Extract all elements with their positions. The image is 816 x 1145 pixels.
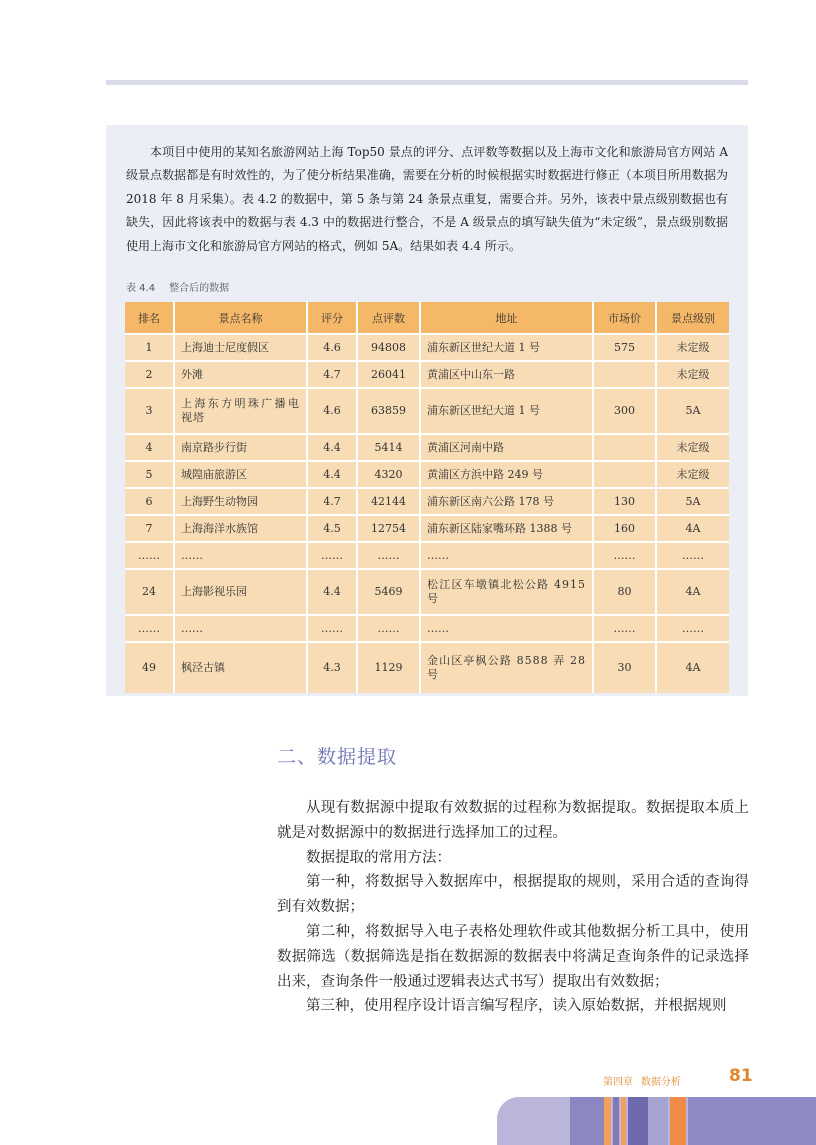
- cell-address: 黄浦区中山东一路: [420, 361, 593, 388]
- cell-price: [593, 434, 656, 461]
- cell-reviews: 5469: [357, 569, 420, 615]
- cell-price: 160: [593, 515, 656, 542]
- stripe: [604, 1097, 611, 1145]
- cell-rank: ……: [125, 542, 174, 569]
- body-paragraph: 第一种，将数据导入数据库中，根据提取的规则，采用合适的查询得到有效数据；: [277, 874, 749, 916]
- table-row: [125, 642, 729, 693]
- cell-address: 金山区亭枫公路 8588 弄 28 号: [420, 642, 593, 693]
- cell-rank: 7: [125, 515, 174, 542]
- cell-address: 黄浦区方浜中路 249 号: [420, 461, 593, 488]
- cell-name: 外滩: [174, 361, 307, 388]
- header-price: 市场价: [593, 302, 656, 334]
- stripe: [621, 1097, 626, 1145]
- cell-name: ……: [174, 615, 307, 642]
- cell-rank: 24: [125, 569, 174, 615]
- info-box: [106, 125, 748, 696]
- table-caption: [126, 279, 229, 294]
- body-paragraph: 第三种，使用程序设计语言编写程序，读入原始数据，并根据规则: [306, 998, 727, 1015]
- cell-reviews: ……: [357, 615, 420, 642]
- header-rule: [106, 80, 748, 85]
- cell-rank: 5: [125, 461, 174, 488]
- stripe: [613, 1097, 619, 1145]
- cell-address: 黄浦区河南中路: [420, 434, 593, 461]
- cell-level: 4A: [656, 515, 729, 542]
- cell-level: 4A: [656, 642, 729, 693]
- cell-name: 城隍庙旅游区: [174, 461, 307, 488]
- cell-name: 上海东方明珠广播电视塔: [174, 388, 307, 434]
- stripe: [628, 1097, 648, 1145]
- cell-price: ……: [593, 542, 656, 569]
- cell-level: 5A: [656, 388, 729, 434]
- table-row: [125, 334, 729, 361]
- footer-chapter-title: 数据分析: [641, 1077, 681, 1088]
- table-row-ellipsis: [125, 615, 729, 642]
- table-row: [125, 488, 729, 515]
- cell-address: ……: [420, 542, 593, 569]
- cell-reviews: 1129: [357, 642, 420, 693]
- table-row: [125, 569, 729, 615]
- data-table: [125, 302, 729, 693]
- cell-rank: ……: [125, 615, 174, 642]
- body-paragraph: 第二种，将数据导入电子表格处理软件或其他数据分析工具中，使用数据筛选（数据筛选是指在数据源的数据表中将满足查询条件的记录选择出来，查询条件一般通过逻辑表达式书写）提取出有效数据；: [277, 923, 749, 990]
- cell-score: 4.4: [307, 569, 357, 615]
- cell-price: 80: [593, 569, 656, 615]
- table-header-row: [125, 302, 729, 334]
- cell-score: 4.4: [307, 461, 357, 488]
- cell-address: 浦东新区南六公路 178 号: [420, 488, 593, 515]
- cell-reviews: 12754: [357, 515, 420, 542]
- cell-reviews: 63859: [357, 388, 420, 434]
- section-title: 二、数据提取: [277, 746, 398, 768]
- cell-name: ……: [174, 542, 307, 569]
- header-level: 景点级别: [656, 302, 729, 334]
- cell-address: ……: [420, 615, 593, 642]
- table-row: [125, 388, 729, 434]
- cell-address: 浦东新区世纪大道 1 号: [420, 388, 593, 434]
- cell-score: ……: [307, 615, 357, 642]
- cell-reviews: 26041: [357, 361, 420, 388]
- stripe: [648, 1097, 668, 1145]
- cell-score: 4.5: [307, 515, 357, 542]
- cell-level: 未定级: [656, 461, 729, 488]
- cell-reviews: 42144: [357, 488, 420, 515]
- header-name: 景点名称: [174, 302, 307, 334]
- stripe: [670, 1097, 686, 1145]
- cell-level: 5A: [656, 488, 729, 515]
- stripe: [688, 1097, 816, 1145]
- body-paragraph: 数据提取的常用方法：: [306, 849, 451, 866]
- table-caption-title: 整合后的数据: [169, 283, 230, 294]
- cell-reviews: 94808: [357, 334, 420, 361]
- cell-rank: 49: [125, 642, 174, 693]
- cell-score: 4.4: [307, 434, 357, 461]
- cell-level: 未定级: [656, 434, 729, 461]
- table-row-ellipsis: [125, 542, 729, 569]
- header-score: 评分: [307, 302, 357, 334]
- cell-rank: 3: [125, 388, 174, 434]
- cell-address: 松江区车墩镇北松公路 4915 号: [420, 569, 593, 615]
- header-address: 地址: [420, 302, 593, 334]
- section-body: [277, 796, 749, 1019]
- cell-score: 4.6: [307, 388, 357, 434]
- cell-name: 枫泾古镇: [174, 642, 307, 693]
- cell-level: 未定级: [656, 334, 729, 361]
- cell-name: 南京路步行街: [174, 434, 307, 461]
- cell-reviews: 5414: [357, 434, 420, 461]
- cell-rank: 6: [125, 488, 174, 515]
- cell-level: 4A: [656, 569, 729, 615]
- cell-level: ……: [656, 615, 729, 642]
- cell-address: 浦东新区陆家嘴环路 1388 号: [420, 515, 593, 542]
- cell-reviews: 4320: [357, 461, 420, 488]
- body-paragraph: 从现有数据源中提取有效数据的过程称为数据提取。数据提取本质上就是对数据源中的数据进行选择加工的过程。: [277, 800, 749, 841]
- cell-price: 130: [593, 488, 656, 515]
- cell-name: 上海影视乐园: [174, 569, 307, 615]
- table-row: [125, 361, 729, 388]
- cell-rank: 2: [125, 361, 174, 388]
- intro-paragraph: 本项目中使用的某知名旅游网站上海 Top50 景点的评分、点评数等数据以及上海市文化和旅游局官方网站 A 级景点数据都是有时效性的，为了使分析结果准确，需要在分析的时候根据实时数据进行修正（本项目所用数据为 2018 年 8 月采集）。表 4.2 的数据中，第 5 条与第 24 条景点重复，需要合并。另外，该表中景点级别数据也有缺失，因此将该表中的数据与表 4.3 中的数据进行整合，不是 A 级景点的填写缺失值为“未定级”，景点级别数据使用上海市文化和旅游局官方网站的格式，例如 5A。结果如表 4.4 所示。: [126, 145, 728, 253]
- table-row: [125, 461, 729, 488]
- cell-price: [593, 461, 656, 488]
- cell-rank: 1: [125, 334, 174, 361]
- cell-score: 4.7: [307, 488, 357, 515]
- table-row: [125, 434, 729, 461]
- cell-score: 4.3: [307, 642, 357, 693]
- cell-level: ……: [656, 542, 729, 569]
- cell-price: 300: [593, 388, 656, 434]
- header-reviews: 点评数: [357, 302, 420, 334]
- decorative-stripe-bar: [497, 1097, 816, 1145]
- cell-name: 上海迪士尼度假区: [174, 334, 307, 361]
- cell-level: 未定级: [656, 361, 729, 388]
- page-number: 81: [729, 1066, 753, 1086]
- cell-reviews: ……: [357, 542, 420, 569]
- cell-price: 575: [593, 334, 656, 361]
- cell-price: 30: [593, 642, 656, 693]
- cell-name: 上海海洋水族馆: [174, 515, 307, 542]
- footer-chapter-number: 第四章: [603, 1077, 633, 1088]
- cell-score: 4.7: [307, 361, 357, 388]
- footer-chapter: [603, 1073, 681, 1088]
- stripe: [570, 1097, 604, 1145]
- table-caption-number: 表 4.4: [126, 283, 156, 294]
- cell-address: 浦东新区世纪大道 1 号: [420, 334, 593, 361]
- cell-score: ……: [307, 542, 357, 569]
- table-row: [125, 515, 729, 542]
- cell-rank: 4: [125, 434, 174, 461]
- cell-price: ……: [593, 615, 656, 642]
- cell-name: 上海野生动物园: [174, 488, 307, 515]
- cell-score: 4.6: [307, 334, 357, 361]
- header-rank: 排名: [125, 302, 174, 334]
- cell-price: [593, 361, 656, 388]
